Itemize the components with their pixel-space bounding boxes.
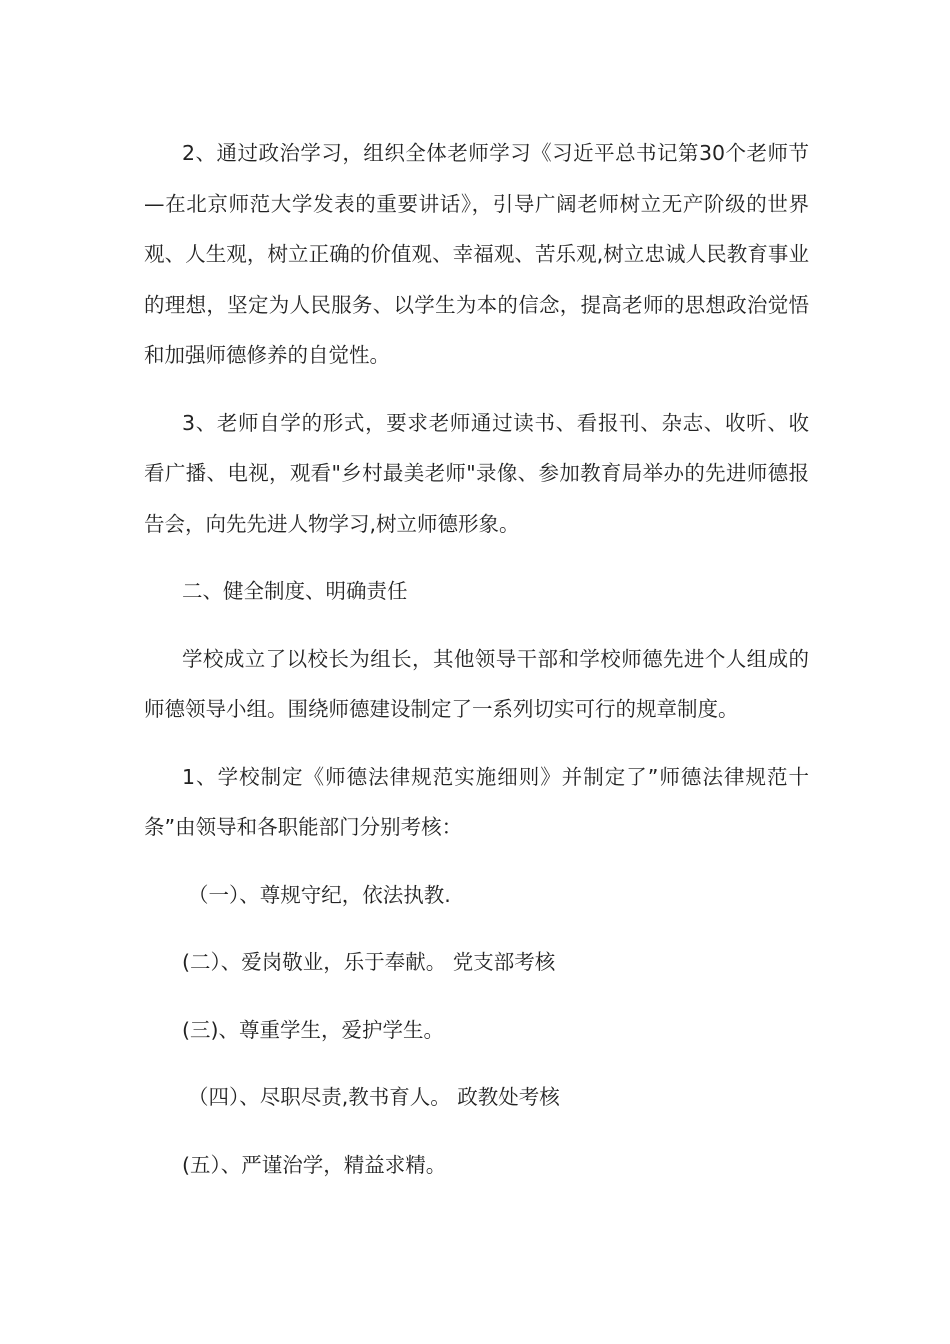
list-item-2: (二）、爱岗敬业，乐于奉献。 党支部考核: [182, 950, 556, 974]
list-item-4: （四）、尽职尽责,教书育人。 政教处考核: [188, 1085, 560, 1109]
paragraph-self-study: 3、老师自学的形式，要求老师通过读书、看报刊、杂志、收听、收看广播、电视，观看"乡村最美老师"录像、参加教育局举办的先进师德报告会，向先先进人物学习,树立师德形象。: [144, 410, 809, 536]
paragraph-political-study: 2、通过政治学习，组织全体老师学习《习近平总书记第30个老师节—在北京师范大学发表的重要讲话》，引导广阔老师树立无产阶级的世界观、人生观，树立正确的价值观、幸福观、苦乐观,树立忠诚人民教育事业的理想，坚定为人民服务、以学生为本的信念，提高老师的思想政治觉悟和加强师德修养的自觉性。: [144, 141, 809, 367]
list-item-3: (三)、尊重学生，爱护学生。: [182, 1017, 444, 1042]
paragraph-rules-intro: 1、学校制定《师德法律规范实施细则》并制定了”师德法律规范十条”由领导和各职能部门分别考核：: [144, 764, 809, 839]
section-heading-system: 二、健全制度、明确责任: [182, 579, 408, 603]
document-body: [144, 128, 809, 1207]
list-item-1: （一）、尊规守纪，依法执教.: [188, 882, 451, 907]
paragraph-leadership-group: 学校成立了以校长为组长，其他领导干部和学校师德先进个人组成的师德领导小组。围绕师德建设制定了一系列切实可行的规章制度。: [144, 646, 809, 721]
list-item-5: (五）、严谨治学，精益求精。: [182, 1152, 447, 1177]
